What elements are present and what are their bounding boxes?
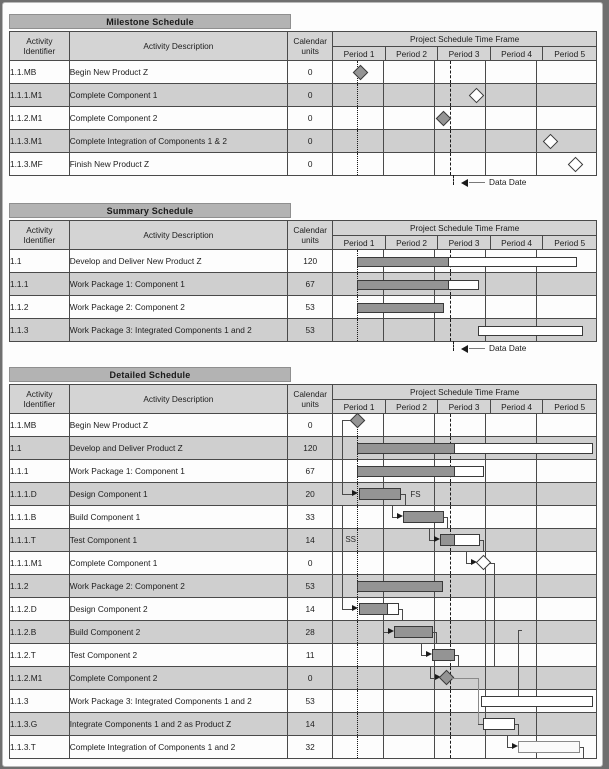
row-identifier: 1.1.1.T: [10, 529, 70, 552]
row-identifier: 1.1.3: [10, 690, 70, 713]
row-units: 11: [288, 644, 333, 667]
gantt-bar-actual: [357, 257, 449, 267]
link-line: [494, 575, 495, 598]
row-gantt-cell: [333, 713, 597, 736]
row-gantt-cell: [333, 296, 597, 319]
gantt-canvas: [333, 621, 596, 643]
gantt-canvas: [333, 84, 596, 106]
row-gantt-cell: [333, 130, 597, 153]
gantt-canvas: [333, 437, 596, 459]
row-identifier: 1.1.3.G: [10, 713, 70, 736]
row-gantt-cell: [333, 153, 597, 176]
col-activity-description: Activity Description: [69, 385, 287, 414]
row-gantt-cell: [333, 250, 597, 273]
link-line: [399, 609, 403, 610]
row-gantt-cell: [333, 483, 597, 506]
row-units: 14: [288, 713, 333, 736]
table-row: [10, 130, 597, 153]
col-calendar-units: Calendar units: [288, 221, 333, 250]
row-identifier: 1.1.MB: [10, 61, 70, 84]
schedule-diagram-page: [2, 2, 603, 767]
table-row: [10, 667, 597, 690]
link-line: [429, 529, 430, 540]
row-description: Test Component 2: [69, 644, 287, 667]
row-identifier: 1.1.1.M1: [10, 552, 70, 575]
section-summary-schedule: [9, 203, 597, 358]
link-line: [494, 598, 495, 621]
table-row: [10, 713, 597, 736]
link-line: [342, 575, 343, 598]
gantt-bar-actual: [359, 603, 388, 615]
table-row: [10, 437, 597, 460]
col-activity-description: Activity Description: [69, 221, 287, 250]
row-description: Work Package 3: Integrated Components 1 and 2: [69, 690, 287, 713]
relationship-label-fs: FS: [410, 490, 421, 499]
row-description: Complete Component 2: [69, 107, 287, 130]
row-gantt-cell: [333, 644, 597, 667]
row-description: Design Component 2: [69, 598, 287, 621]
row-description: Complete Component 1: [69, 552, 287, 575]
row-description: Develop and Deliver Product Z: [69, 437, 287, 460]
link-line: [383, 621, 384, 632]
row-units: 0: [288, 414, 333, 437]
row-gantt-cell: [333, 84, 597, 107]
table-row: [10, 644, 597, 667]
arrow-left-icon: [461, 179, 468, 187]
milestone-marker: [353, 65, 369, 81]
row-units: 0: [288, 153, 333, 176]
row-units: 67: [288, 460, 333, 483]
row-gantt-cell: [333, 690, 597, 713]
gantt-canvas: [333, 250, 596, 272]
section-detailed-schedule: [9, 367, 597, 759]
row-identifier: 1.1.1.D: [10, 483, 70, 506]
link-line: [466, 552, 467, 563]
gantt-canvas: [333, 273, 596, 295]
col-activity-identifier: Activity Identifier: [10, 32, 70, 61]
link-line: [518, 724, 519, 736]
row-identifier: 1.1: [10, 250, 70, 273]
col-period-5: Period 5: [543, 47, 597, 61]
section-title-summary: Summary Schedule: [9, 203, 291, 218]
gantt-bar-remaining: [478, 326, 583, 336]
table-row: [10, 107, 597, 130]
table-row: [10, 552, 597, 575]
row-units: 53: [288, 690, 333, 713]
gantt-canvas: [333, 644, 596, 666]
gantt-canvas: [333, 736, 596, 758]
gantt-bar-actual: [357, 303, 444, 313]
row-gantt-cell: [333, 575, 597, 598]
row-description: Complete Integration of Components 1 & 2: [69, 130, 287, 153]
row-gantt-cell: [333, 107, 597, 130]
detailed-schedule-table: [9, 384, 597, 759]
col-calendar-units: Calendar units: [288, 385, 333, 414]
row-units: 0: [288, 61, 333, 84]
row-description: Complete Component 2: [69, 667, 287, 690]
col-period-5: Period 5: [543, 400, 597, 414]
row-identifier: 1.1.2.B: [10, 621, 70, 644]
link-line: [401, 494, 406, 495]
table-header-row: [10, 221, 597, 236]
section-title-milestone: Milestone Schedule: [9, 14, 291, 29]
link-line: [494, 644, 495, 667]
link-line: [392, 506, 393, 517]
row-description: Test Component 1: [69, 529, 287, 552]
gantt-canvas: [333, 153, 596, 175]
link-line: [494, 563, 495, 575]
table-header-row: [10, 385, 597, 400]
row-gantt-cell: [333, 667, 597, 690]
relationship-label-ss: SS: [345, 535, 356, 544]
row-units: 14: [288, 598, 333, 621]
link-line: [342, 552, 343, 575]
row-identifier: 1.1.2: [10, 575, 70, 598]
row-identifier: 1.1.1: [10, 273, 70, 296]
row-units: 28: [288, 621, 333, 644]
row-description: Build Component 1: [69, 506, 287, 529]
gantt-canvas: [333, 460, 596, 482]
row-identifier: 1.1.3.T: [10, 736, 70, 759]
gantt-canvas: [333, 690, 596, 712]
link-line: [515, 724, 519, 725]
col-period-4: Period 4: [490, 400, 543, 414]
row-identifier: 1.1.2.D: [10, 598, 70, 621]
row-gantt-cell: [333, 621, 597, 644]
col-period-4: Period 4: [490, 47, 543, 61]
row-units: 0: [288, 130, 333, 153]
gantt-bar-actual: [440, 534, 455, 546]
row-gantt-cell: [333, 736, 597, 759]
row-gantt-cell: [333, 529, 597, 552]
gantt-canvas: [333, 598, 596, 620]
row-description: Begin New Product Z: [69, 414, 287, 437]
link-line: [342, 420, 343, 437]
row-identifier: 1.1.1: [10, 460, 70, 483]
row-description: Design Component 1: [69, 483, 287, 506]
col-activity-identifier: Activity Identifier: [10, 221, 70, 250]
table-header-row: [10, 32, 597, 47]
table-row: [10, 598, 597, 621]
gantt-bar-actual: [359, 488, 401, 500]
row-units: 14: [288, 529, 333, 552]
row-identifier: 1.1.3: [10, 319, 70, 342]
link-line: [518, 644, 519, 667]
row-description: Work Package 1: Component 1: [69, 273, 287, 296]
link-line: [342, 506, 343, 529]
summary-schedule-table: [9, 220, 597, 342]
row-identifier: 1.1.2.M1: [10, 107, 70, 130]
link-line: [478, 713, 479, 724]
milestone-marker: [568, 157, 584, 173]
gantt-canvas: [333, 107, 596, 129]
table-row: [10, 250, 597, 273]
row-gantt-cell: [333, 506, 597, 529]
gantt-canvas: [333, 414, 596, 436]
table-row: [10, 84, 597, 107]
milestone-marker: [436, 111, 452, 127]
link-line: [478, 690, 479, 713]
col-activity-identifier: Activity Identifier: [10, 385, 70, 414]
gantt-canvas: [333, 575, 596, 597]
row-description: Build Component 2: [69, 621, 287, 644]
row-units: 0: [288, 107, 333, 130]
data-date-label: Data Date: [489, 343, 527, 353]
row-units: 0: [288, 552, 333, 575]
row-identifier: 1.1.3.MF: [10, 153, 70, 176]
link-line: [580, 747, 584, 748]
table-row: [10, 460, 597, 483]
row-units: 53: [288, 319, 333, 342]
link-line: [518, 630, 522, 631]
row-identifier: 1.1.3.M1: [10, 130, 70, 153]
row-description: Begin New Product Z: [69, 61, 287, 84]
link-line: [342, 437, 343, 460]
col-period-5: Period 5: [543, 236, 597, 250]
gantt-bar-actual: [403, 511, 444, 523]
link-line: [421, 644, 422, 655]
data-date-label: Data Date: [489, 177, 527, 187]
gantt-bar-remaining: [518, 741, 580, 753]
link-line: [583, 747, 584, 759]
col-activity-description: Activity Description: [69, 32, 287, 61]
row-gantt-cell: [333, 61, 597, 84]
link-line: [507, 736, 508, 747]
gantt-bar-remaining: [483, 718, 515, 730]
table-row: [10, 414, 597, 437]
row-units: 32: [288, 736, 333, 759]
col-time-frame: Project Schedule Time Frame: [333, 385, 597, 400]
col-time-frame: Project Schedule Time Frame: [333, 32, 597, 47]
row-units: 0: [288, 667, 333, 690]
col-period-3: Period 3: [438, 236, 491, 250]
row-identifier: 1.1.2.M1: [10, 667, 70, 690]
milestone-marker: [469, 88, 485, 104]
data-date-callout: [9, 176, 597, 192]
gantt-canvas: [333, 713, 596, 735]
table-row: [10, 690, 597, 713]
row-gantt-cell: [333, 273, 597, 296]
row-gantt-cell: [333, 598, 597, 621]
gantt-canvas: [333, 319, 596, 341]
gantt-canvas: [333, 552, 596, 574]
link-line: [455, 655, 459, 656]
gantt-canvas: [333, 61, 596, 83]
link-line: [430, 667, 431, 678]
col-time-frame: Project Schedule Time Frame: [333, 221, 597, 236]
gantt-canvas: [333, 529, 596, 551]
link-line: [518, 667, 519, 690]
row-units: 20: [288, 483, 333, 506]
link-line: [480, 540, 484, 541]
link-line: [494, 621, 495, 644]
col-period-2: Period 2: [385, 236, 438, 250]
row-identifier: 1.1.MB: [10, 414, 70, 437]
row-units: 33: [288, 506, 333, 529]
link-line: [518, 690, 519, 696]
row-gantt-cell: [333, 319, 597, 342]
row-description: Work Package 3: Integrated Components 1 and 2: [69, 319, 287, 342]
row-gantt-cell: [333, 437, 597, 460]
gantt-bar-actual: [432, 649, 455, 661]
gantt-canvas: [333, 296, 596, 318]
link-line: [452, 678, 479, 679]
link-line: [433, 632, 437, 633]
link-line: [478, 678, 479, 690]
gantt-canvas: [333, 130, 596, 152]
link-line: [342, 460, 343, 483]
col-period-3: Period 3: [438, 47, 491, 61]
row-description: Develop and Deliver New Product Z: [69, 250, 287, 273]
link-line: [518, 630, 519, 644]
link-line: [436, 632, 437, 644]
milestone-marker: [350, 413, 366, 429]
row-units: 0: [288, 84, 333, 107]
link-line: [342, 529, 343, 552]
link-line: [447, 517, 448, 529]
table-row: [10, 529, 597, 552]
row-identifier: 1.1.2: [10, 296, 70, 319]
row-gantt-cell: [333, 460, 597, 483]
row-units: 67: [288, 273, 333, 296]
table-row: [10, 575, 597, 598]
data-date-callout: [9, 342, 597, 358]
link-line: [402, 609, 403, 621]
table-row: [10, 319, 597, 342]
row-identifier: 1.1.1.B: [10, 506, 70, 529]
row-units: 53: [288, 296, 333, 319]
table-row: [10, 153, 597, 176]
section-milestone-schedule: [9, 14, 597, 192]
col-period-2: Period 2: [385, 400, 438, 414]
link-line: [342, 598, 343, 609]
table-row: [10, 506, 597, 529]
gantt-bar-actual: [357, 443, 455, 454]
milestone-marker: [543, 134, 559, 150]
row-identifier: 1.1: [10, 437, 70, 460]
row-description: Complete Component 1: [69, 84, 287, 107]
row-units: 120: [288, 250, 333, 273]
col-period-4: Period 4: [490, 236, 543, 250]
row-units: 53: [288, 575, 333, 598]
arrow-right-icon: [352, 605, 358, 611]
row-description: Finish New Product Z: [69, 153, 287, 176]
gantt-canvas: [333, 667, 596, 689]
table-row: [10, 296, 597, 319]
link-line: [405, 494, 406, 506]
row-gantt-cell: [333, 552, 597, 575]
section-title-detailed: Detailed Schedule: [9, 367, 291, 382]
gantt-bar-actual: [357, 466, 455, 477]
gantt-bar-actual: [357, 581, 443, 592]
gantt-canvas: [333, 483, 596, 505]
table-row: [10, 61, 597, 84]
arrow-left-icon: [461, 345, 468, 353]
arrow-right-icon: [352, 490, 358, 496]
col-period-3: Period 3: [438, 400, 491, 414]
row-units: 120: [288, 437, 333, 460]
link-line: [444, 517, 448, 518]
row-description: Integrate Components 1 and 2 as Product Z: [69, 713, 287, 736]
row-identifier: 1.1.2.T: [10, 644, 70, 667]
gantt-bar-remaining: [481, 696, 593, 707]
gantt-bar-actual: [357, 280, 449, 290]
table-row: [10, 736, 597, 759]
link-line: [458, 655, 459, 667]
col-period-1: Period 1: [333, 47, 386, 61]
row-gantt-cell: [333, 414, 597, 437]
row-description: Work Package 2: Component 2: [69, 575, 287, 598]
link-line: [483, 540, 484, 552]
row-identifier: 1.1.1.M1: [10, 84, 70, 107]
table-row: [10, 273, 597, 296]
row-description: Work Package 1: Component 1: [69, 460, 287, 483]
gantt-bar-actual: [394, 626, 433, 638]
col-period-2: Period 2: [385, 47, 438, 61]
table-row: [10, 483, 597, 506]
col-calendar-units: Calendar units: [288, 32, 333, 61]
row-description: Complete Integration of Components 1 and 2: [69, 736, 287, 759]
link-line: [342, 483, 343, 494]
row-description: Work Package 2: Component 2: [69, 296, 287, 319]
milestone-schedule-table: [9, 31, 597, 176]
gantt-canvas: [333, 506, 596, 528]
table-row: [10, 621, 597, 644]
col-period-1: Period 1: [333, 236, 386, 250]
col-period-1: Period 1: [333, 400, 386, 414]
